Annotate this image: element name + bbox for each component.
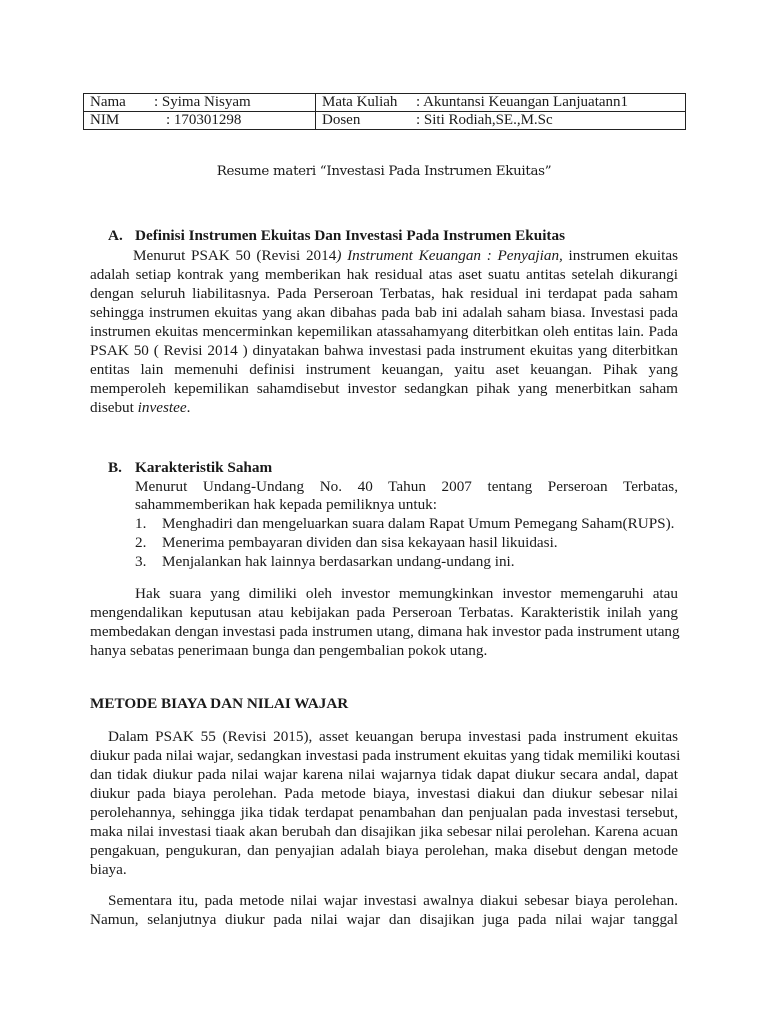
section-c-para2-line-2: Namun, selanjutnya diukur pada nilai wajar dan disajikan juga pada nilai wajar tanggal [90, 911, 678, 928]
section-c-para1-line-7: pengakuan, pengukuran, dan penyajian adalah biaya perolehan, maka disebut dengan metode [90, 842, 678, 859]
student-info-table [83, 93, 686, 130]
lecturer-label: Dosen [322, 112, 361, 128]
list-item: Menerima pembayaran dividen dan sisa kekayaan hasil likuidasi. [162, 534, 558, 551]
section-a-line-3: dengan seluruh liabilitasnya. Pada Perseroan Terbatas, hak residual ini terdapat pada saham [90, 285, 678, 302]
list-item: Menjalankan hak lainnya berdasarkan undang-undang ini. [162, 553, 515, 570]
list-item-number: 2. [135, 534, 147, 551]
section-b-intro-2: sahammemberikan hak kepada pemiliknya untuk: [135, 496, 437, 513]
section-c-para1-line-5: perolehannya, sehingga jika tidak terdapat penambahan dan penjualan pada investasi tersebut, [90, 804, 678, 821]
section-c-heading: METODE BIAYA DAN NILAI WAJAR [90, 695, 349, 712]
section-a-line-8: memperoleh kepemilikan sahamdisebut investor sedangkan pihak yang menerbitkan saham [90, 380, 678, 397]
lecturer-cell [316, 112, 686, 130]
section-a-line-1: Menurut PSAK 50 (Revisi 2014) Instrument Keuangan : Penyajian, instrumen ekuitas [133, 247, 678, 264]
name-cell [84, 94, 316, 112]
section-a-line-4: sehingga instrumen ekuitas yang akan dibahas pada bab ini adalah saham biasa. Investasi pada [90, 304, 678, 321]
course-label: Mata Kuliah [322, 94, 398, 110]
nim-value: : 170301298 [166, 112, 242, 128]
section-b-para-line-2: mengendalikan keputusan atau kebijakan pada Perseroan Terbatas. Karakteristik inilah yang [90, 604, 678, 621]
section-a-letter: A. [108, 227, 123, 244]
document-title: Resume materi “Investasi Pada Instrumen Ekuitas” [216, 164, 552, 179]
table-row [84, 112, 686, 130]
section-a-line-2: adalah setiap kontrak yang memberikan hak residual atas aset suatu antitas setelah dikurangi [90, 266, 678, 283]
section-b-intro-1: Menurut Undang-Undang No. 40 Tahun 2007 tentang Perseroan Terbatas, [135, 478, 678, 495]
section-a-line-7: entitas lain memenuhi definisi instrument keuangan, yaitu aset keuangan. Pihak yang [90, 361, 678, 378]
section-c-para1-line-3: dan tidak diukur pada nilai wajar karena nilai wajarnya tidak dapat diukur secara andal, dapat [90, 766, 678, 783]
list-item: Menghadiri dan mengeluarkan suara dalam Rapat Umum Pemegang Saham(RUPS). [162, 515, 675, 532]
nim-label: NIM [90, 112, 120, 128]
section-a-line-6: PSAK 50 ( Revisi 2014 ) dinyatakan bahwa investasi pada instrument ekuitas yang diterbitkan [90, 342, 678, 359]
section-a-heading: Definisi Instrumen Ekuitas Dan Investasi Pada Instrumen Ekuitas [135, 227, 565, 244]
section-a-line-5: instrumen ekuitas mencerminkan kepemilikan atassahamyang diterbitkan oleh entitas lain. Pada [90, 323, 678, 340]
section-c-para2-line-1: Sementara itu, pada metode nilai wajar investasi awalnya diakui sebesar biaya perolehan. [108, 892, 678, 909]
section-b-letter: B. [108, 459, 122, 476]
course-value: : Akuntansi Keuangan Lanjuatann1 [416, 94, 629, 110]
lecturer-value: : Siti Rodiah,SE.,M.Sc [416, 112, 553, 128]
section-c-para1-line-1: Dalam PSAK 55 (Revisi 2015), asset keuangan berupa investasi pada instrument ekuitas [108, 728, 678, 745]
section-a-line-9: disebut investee. [90, 399, 191, 416]
table-row [84, 94, 686, 112]
section-c-para1-line-2: diukur pada nilai wajar, sedangkan investasi pada instrument ekuitas yang tidak memiliki koutasi [90, 747, 681, 764]
section-c-para1-line-8: biaya. [90, 861, 127, 878]
list-item-number: 1. [135, 515, 147, 532]
course-cell [316, 94, 686, 112]
section-c-para1-line-4: diukur pada biaya perolehan. Pada metode biaya, investasi diakui dan diukur sebesar nilai [90, 785, 678, 802]
name-value: : Syima Nisyam [154, 94, 251, 110]
section-b-para-line-3: membedakan dengan investasi pada instrumen utang, dimana hak investor pada instrument utang [90, 623, 680, 640]
nim-cell [84, 112, 316, 130]
list-item-number: 3. [135, 553, 147, 570]
section-b-heading: Karakteristik Saham [135, 459, 273, 476]
name-label: Nama [90, 94, 126, 110]
section-b-para-line-1: Hak suara yang dimiliki oleh investor memungkinkan investor memengaruhi atau [135, 585, 678, 602]
section-c-para1-line-6: maka nilai investasi tiaak akan berubah dan disajikan jika sebesar nilai perolehan. Karena acuan [90, 823, 678, 840]
section-b-para-line-4: hanya sebatas penerimaan bunga dan pengembalian pokok utang. [90, 642, 488, 659]
